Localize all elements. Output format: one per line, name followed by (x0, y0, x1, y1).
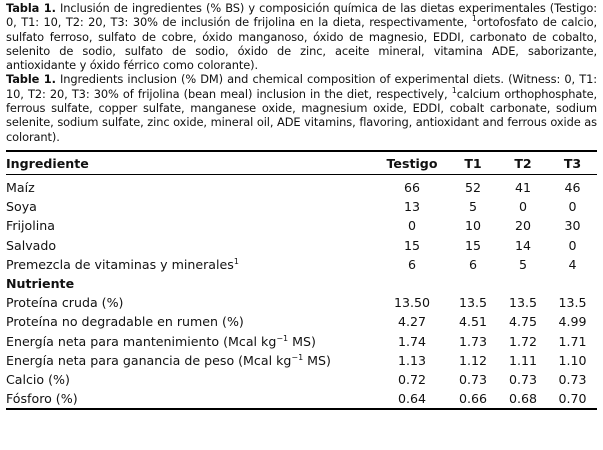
row-label (6, 370, 376, 389)
value-cell: 1.12 (458, 352, 488, 368)
header-t3: T3 (563, 155, 582, 171)
value-cell: 1.72 (508, 333, 538, 349)
row-label (6, 332, 376, 351)
row-label-text: Energía neta para ganancia de peso (Mcal kg (6, 352, 292, 368)
value-cell: 46 (564, 179, 581, 195)
value-cell: 30 (564, 218, 581, 234)
value-cell: 4.27 (397, 314, 427, 330)
caption-text: Ingredients inclusion (% DM) and chemical composition of experimental diets. (Witness: 0, T1: 10, T2: 20, T3: 30% of frijolina (bean meal) inclusion in the diet, respectively, (6, 72, 597, 101)
caption-footnote-text: calcium orthophosphate, ferrous sulfate, copper sulfate, manganese oxide, magnesium oxide, EDDI, cobalt carbonate, sodium selenite, sodium sulfate, zinc oxide, mineral oil, ADE vitamins, flavoring, antioxidant and ferrous oxide as colorant). (6, 86, 598, 144)
header-testigo: Testigo (386, 155, 438, 171)
caption-label: Table 1. (6, 72, 56, 87)
caption-label: Tabla 1. (6, 1, 56, 15)
row-label-text: Fósforo (%) (6, 391, 78, 407)
value-cell: 5 (468, 199, 477, 215)
value-cell: 13 (403, 199, 421, 215)
value-cell: 0.72 (397, 372, 427, 387)
nutrient-row (6, 332, 597, 351)
row-label (6, 178, 376, 197)
table-bottom-rule (6, 408, 597, 410)
value-cell: 0.73 (558, 372, 587, 387)
row-label-text: Energía neta para mantenimiento (Mcal kg (6, 333, 277, 349)
nutrient-row (6, 293, 597, 312)
value-cell: 4.51 (458, 314, 488, 330)
composition-table (6, 152, 597, 174)
row-label (6, 293, 376, 312)
unit-exponent: −1 (291, 352, 304, 362)
value-cell: 0.70 (558, 391, 587, 407)
row-label (6, 312, 376, 331)
value-cell: 15 (464, 237, 482, 253)
value-cell: 52 (464, 179, 482, 195)
value-cell: 4.99 (558, 314, 587, 330)
value-cell: 1.71 (558, 333, 587, 349)
ingredient-row (6, 178, 597, 197)
value-cell: 0 (568, 237, 577, 253)
row-label-unit: MS) (303, 352, 331, 368)
nutrient-row (6, 312, 597, 331)
row-label (6, 255, 376, 274)
row-label (6, 351, 376, 370)
header-ingrediente: Ingrediente (6, 155, 89, 171)
composition-table-body (6, 178, 597, 408)
row-label-text: Proteína cruda (%) (6, 295, 124, 311)
header-t1: T1 (464, 155, 482, 171)
row-label-text: Frijolina (6, 218, 55, 234)
nutrient-row (6, 351, 597, 370)
nutrient-row (6, 389, 597, 408)
value-cell: 1.11 (508, 352, 538, 368)
value-cell: 0 (568, 199, 577, 215)
row-label-text: Calcio (%) (6, 372, 70, 387)
value-cell: 4 (568, 256, 577, 272)
row-label-unit: MS) (288, 333, 316, 349)
caption-text: Inclusión de ingredientes (% BS) y composición química de las dietas experimentales (Testigo: 0, T1: 10, T2: 20, T3: 30% de inclusión de frijolina en la dieta, respectivamente, (6, 1, 597, 30)
value-cell: 10 (464, 218, 482, 234)
value-cell: 14 (514, 237, 532, 253)
value-cell: 0.64 (397, 391, 427, 407)
caption-footnote-text: ortofosfato de calcio, sulfato ferroso, sulfato de cobre, óxido manganoso, óxido de magnesio, EDDI, carbonato de cobalto, selenito de sodio, sulfato de sodio, óxido de zinc, aceite mineral, vitamina ADE, saborizante, antioxidante y óxido férrico como colorante). (6, 15, 598, 73)
value-cell: 1.13 (397, 352, 427, 368)
value-cell: 0.73 (508, 372, 538, 387)
ingredient-row (6, 236, 597, 255)
ingredient-row (6, 255, 597, 274)
value-cell: 15 (403, 237, 421, 253)
table-caption-english (6, 72, 597, 143)
value-cell: 1.73 (458, 333, 488, 349)
footnote-mark: 1 (471, 14, 477, 24)
value-cell: 66 (403, 179, 421, 195)
value-cell: 13.50 (393, 295, 431, 311)
header-t2: T2 (514, 155, 532, 171)
row-label-text: Maíz (6, 179, 35, 195)
value-cell: 13.5 (508, 295, 538, 311)
row-label (6, 216, 376, 235)
nutrient-row (6, 370, 597, 389)
value-cell: 0 (407, 218, 416, 234)
value-cell: 13.5 (558, 295, 587, 311)
section-label: Nutriente (6, 275, 75, 291)
row-label (6, 197, 376, 216)
value-cell: 0.66 (458, 391, 488, 407)
value-cell: 6 (407, 256, 416, 272)
section-row-nutriente (6, 274, 597, 293)
value-cell: 1.74 (397, 333, 427, 349)
row-label-text: Soya (6, 199, 37, 215)
row-label (6, 389, 376, 408)
value-cell: 6 (468, 256, 477, 272)
footnote-mark: 1 (451, 85, 457, 95)
value-cell: 0.68 (508, 391, 538, 407)
value-cell: 4.75 (508, 314, 538, 330)
value-cell: 20 (514, 218, 532, 234)
row-label (6, 236, 376, 255)
row-label-text: Salvado (6, 237, 57, 253)
value-cell: 0 (518, 199, 527, 215)
ingredient-row (6, 216, 597, 235)
table-caption-spanish (6, 0, 597, 72)
row-label-text: Proteína no degradable en rumen (%) (6, 314, 244, 330)
footnote-mark: 1 (233, 256, 239, 266)
value-cell: 41 (514, 179, 532, 195)
table-header-row (6, 152, 597, 174)
value-cell: 0.73 (458, 372, 488, 387)
value-cell: 1.10 (558, 352, 587, 368)
value-cell: 5 (518, 256, 527, 272)
unit-exponent: −1 (276, 333, 289, 343)
ingredient-row (6, 197, 597, 216)
value-cell: 13.5 (458, 295, 488, 311)
row-label-text: Premezcla de vitaminas y minerales (6, 256, 234, 272)
